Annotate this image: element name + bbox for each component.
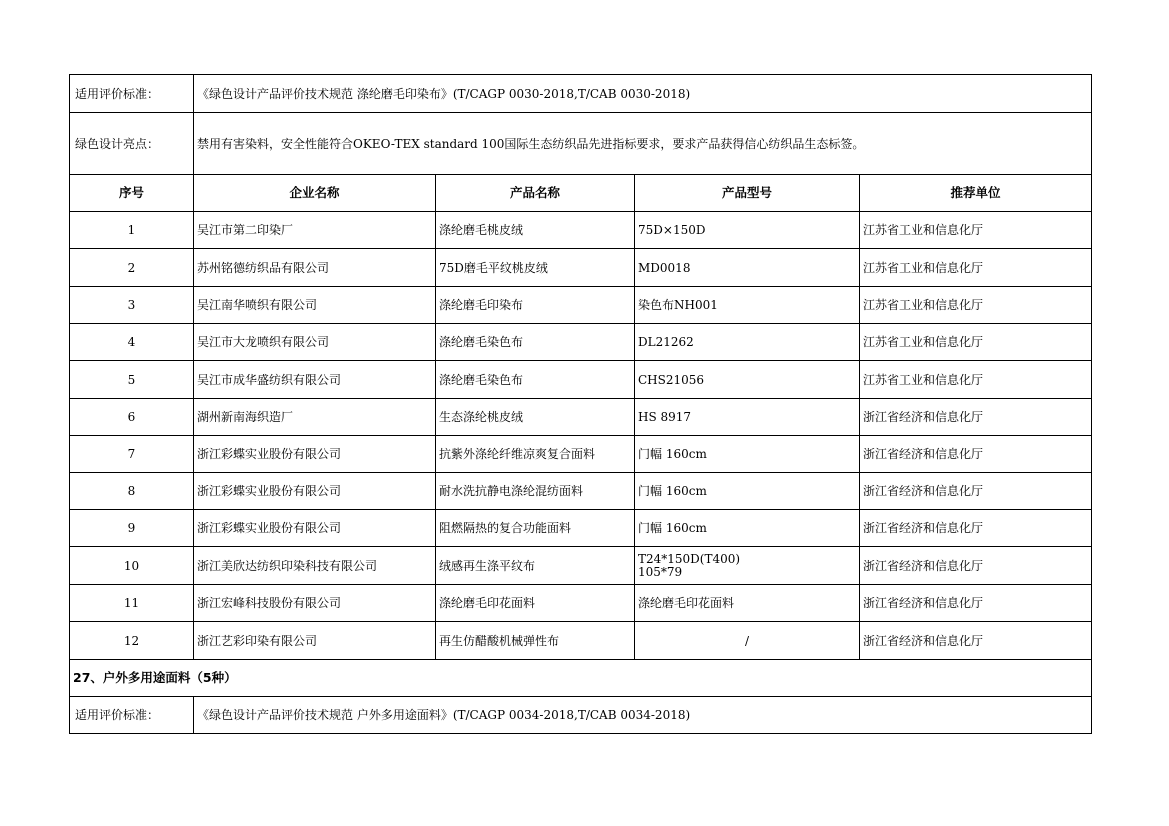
table-row [70, 399, 1092, 436]
row-product: 阻燃隔热的复合功能面料 [436, 510, 635, 547]
row-no: 3 [70, 287, 194, 324]
standard-label: 适用评价标准： [70, 75, 194, 113]
row-model: CHS21056 [635, 361, 860, 399]
row-no: 4 [70, 324, 194, 361]
row-model: 门幅 160cm [635, 510, 860, 547]
row-company: 吴江市大龙喷织有限公司 [194, 324, 436, 361]
table-row [70, 547, 1092, 585]
row-product: 再生仿醋酸机械弹性布 [436, 622, 635, 660]
table-row [70, 361, 1092, 399]
row-no: 1 [70, 212, 194, 249]
row-company: 吴江南华喷织有限公司 [194, 287, 436, 324]
row-no: 2 [70, 249, 194, 287]
table-row [70, 622, 1092, 660]
row-model-line1: T24*150D(T400) [638, 551, 741, 566]
row-no: 10 [70, 547, 194, 585]
row-recommender: 浙江省经济和信息化厅 [860, 585, 1092, 622]
row-recommender: 江苏省工业和信息化厅 [860, 361, 1092, 399]
table-row [70, 249, 1092, 287]
row-recommender: 浙江省经济和信息化厅 [860, 436, 1092, 473]
row-product: 绒感再生涤平纹布 [436, 547, 635, 585]
table-row [70, 212, 1092, 249]
header-model: 产品型号 [635, 175, 860, 212]
row-model: 门幅 160cm [635, 473, 860, 510]
standard-row [70, 75, 1092, 113]
document-sheet [69, 74, 1091, 734]
row-model: HS 8917 [635, 399, 860, 436]
row-model: 涤纶磨毛印花面料 [635, 585, 860, 622]
highlight-row [70, 113, 1092, 175]
table-header-row [70, 175, 1092, 212]
header-product: 产品名称 [436, 175, 635, 212]
row-model: MD0018 [635, 249, 860, 287]
row-recommender: 浙江省经济和信息化厅 [860, 510, 1092, 547]
row-model: 门幅 160cm [635, 436, 860, 473]
row-company: 浙江彩蝶实业股份有限公司 [194, 510, 436, 547]
row-no: 12 [70, 622, 194, 660]
row-company: 浙江宏峰科技股份有限公司 [194, 585, 436, 622]
row-no: 5 [70, 361, 194, 399]
row-model: 75D×150D [635, 212, 860, 249]
row-company: 湖州新南海织造厂 [194, 399, 436, 436]
standard2-value: 《绿色设计产品评价技术规范 户外多用途面料》(T/CAGP 0034-2018,T/CAB 0034-2018) [194, 697, 1092, 734]
row-model: 染色布NH001 [635, 287, 860, 324]
product-table [69, 74, 1092, 734]
standard2-label: 适用评价标准： [70, 697, 194, 734]
row-recommender: 浙江省经济和信息化厅 [860, 473, 1092, 510]
row-no: 6 [70, 399, 194, 436]
row-no: 11 [70, 585, 194, 622]
table-row [70, 473, 1092, 510]
row-product: 涤纶磨毛桃皮绒 [436, 212, 635, 249]
section-row [70, 660, 1092, 697]
header-no: 序号 [70, 175, 194, 212]
row-no: 7 [70, 436, 194, 473]
table-row [70, 436, 1092, 473]
row-company: 浙江美欣达纺织印染科技有限公司 [194, 547, 436, 585]
row-no: 8 [70, 473, 194, 510]
row-company: 浙江艺彩印染有限公司 [194, 622, 436, 660]
row-product: 生态涤纶桃皮绒 [436, 399, 635, 436]
row-product: 涤纶磨毛染色布 [436, 324, 635, 361]
highlight-value: 禁用有害染料，安全性能符合OKEO-TEX standard 100国际生态纺织品先进指标要求，要求产品获得信心纺织品生态标签。 [194, 113, 1092, 175]
header-recommender: 推荐单位 [860, 175, 1092, 212]
row-company: 吴江市第二印染厂 [194, 212, 436, 249]
header-company: 企业名称 [194, 175, 436, 212]
row-recommender: 浙江省经济和信息化厅 [860, 399, 1092, 436]
row-model [635, 547, 860, 585]
table-row [70, 324, 1092, 361]
row-company: 苏州铭德纺织品有限公司 [194, 249, 436, 287]
standard-value: 《绿色设计产品评价技术规范 涤纶磨毛印染布》(T/CAGP 0030-2018,T/CAB 0030-2018) [194, 75, 1092, 113]
section-title: 27、户外多用途面料（5种） [70, 660, 1092, 697]
row-recommender: 浙江省经济和信息化厅 [860, 547, 1092, 585]
row-company: 浙江彩蝶实业股份有限公司 [194, 473, 436, 510]
row-product: 耐水洗抗静电涤纶混纺面料 [436, 473, 635, 510]
highlight-label: 绿色设计亮点： [70, 113, 194, 175]
row-company: 浙江彩蝶实业股份有限公司 [194, 436, 436, 473]
table-row [70, 510, 1092, 547]
row-model: DL21262 [635, 324, 860, 361]
row-model-line2: 105*79 [638, 564, 683, 579]
row-product: 涤纶磨毛染色布 [436, 361, 635, 399]
row-recommender: 浙江省经济和信息化厅 [860, 622, 1092, 660]
row-product: 抗紫外涤纶纤维凉爽复合面料 [436, 436, 635, 473]
table-row [70, 287, 1092, 324]
row-recommender: 江苏省工业和信息化厅 [860, 287, 1092, 324]
row-no: 9 [70, 510, 194, 547]
row-product: 涤纶磨毛印染布 [436, 287, 635, 324]
row-product: 75D磨毛平纹桃皮绒 [436, 249, 635, 287]
row-recommender: 江苏省工业和信息化厅 [860, 249, 1092, 287]
table-row [70, 585, 1092, 622]
standard2-row [70, 697, 1092, 734]
row-product: 涤纶磨毛印花面料 [436, 585, 635, 622]
row-model: / [635, 622, 860, 660]
row-company: 吴江市成华盛纺织有限公司 [194, 361, 436, 399]
row-recommender: 江苏省工业和信息化厅 [860, 212, 1092, 249]
row-recommender: 江苏省工业和信息化厅 [860, 324, 1092, 361]
